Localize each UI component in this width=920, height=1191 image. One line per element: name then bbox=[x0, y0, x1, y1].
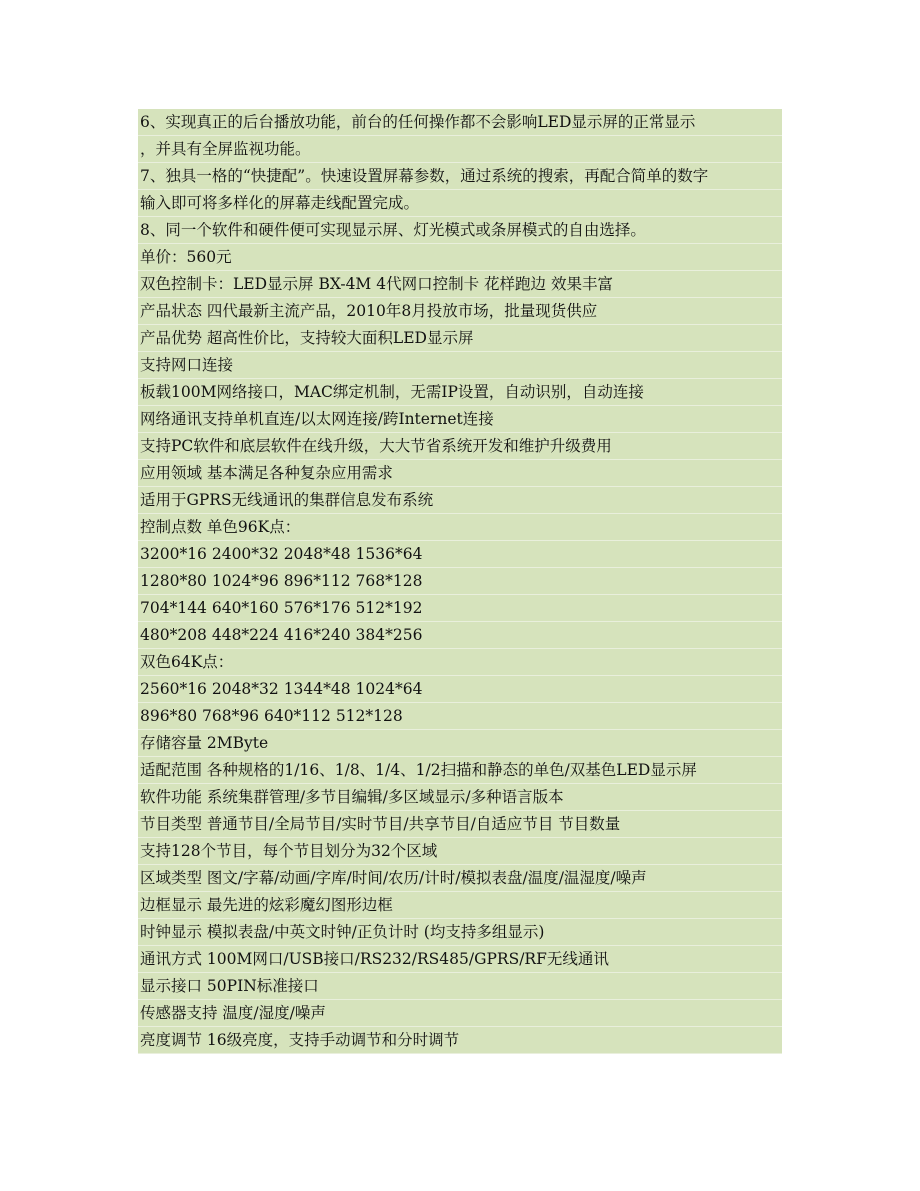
text-line: 板载100M网络接口，MAC绑定机制，无需IP设置，自动识别，自动连接 bbox=[138, 379, 782, 406]
text-line: 传感器支持 温度/湿度/噪声 bbox=[138, 1000, 782, 1027]
text-line: 支持PC软件和底层软件在线升级，大大节省系统开发和维护升级费用 bbox=[138, 433, 782, 460]
resolution-line: 704*144 640*160 576*176 512*192 bbox=[138, 595, 782, 622]
document-body bbox=[138, 109, 782, 1054]
resolution-line: 2560*16 2048*32 1344*48 1024*64 bbox=[138, 676, 782, 703]
text-line: 产品状态 四代最新主流产品，2010年8月投放市场，批量现货供应 bbox=[138, 298, 782, 325]
text-line: 7、独具一格的“快捷配”。快速设置屏幕参数，通过系统的搜索，再配合简单的数字 bbox=[138, 163, 782, 190]
text-line: 支持网口连接 bbox=[138, 352, 782, 379]
text-line: 节目类型 普通节目/全局节目/实时节目/共享节目/自适应节目 节目数量 bbox=[138, 811, 782, 838]
resolution-line: 1280*80 1024*96 896*112 768*128 bbox=[138, 568, 782, 595]
text-line: 6、实现真正的后台播放功能，前台的任何操作都不会影响LED显示屏的正常显示 bbox=[138, 109, 782, 136]
text-line: 存储容量 2MByte bbox=[138, 730, 782, 757]
resolution-line: 3200*16 2400*32 2048*48 1536*64 bbox=[138, 541, 782, 568]
resolution-line: 480*208 448*224 416*240 384*256 bbox=[138, 622, 782, 649]
text-line: 亮度调节 16级亮度，支持手动调节和分时调节 bbox=[138, 1027, 782, 1054]
text-line: 产品优势 超高性价比，支持较大面积LED显示屏 bbox=[138, 325, 782, 352]
text-line: 区域类型 图文/字幕/动画/字库/时间/农历/计时/模拟表盘/温度/温湿度/噪声 bbox=[138, 865, 782, 892]
text-line: 支持128个节目，每个节目划分为32个区域 bbox=[138, 838, 782, 865]
text-line: 控制点数 单色96K点： bbox=[138, 514, 782, 541]
text-line: 双色控制卡：LED显示屏 BX-4M 4代网口控制卡 花样跑边 效果丰富 bbox=[138, 271, 782, 298]
text-line: 网络通讯支持单机直连/以太网连接/跨Internet连接 bbox=[138, 406, 782, 433]
price-line: 单价：560元 bbox=[138, 244, 782, 271]
resolution-line: 896*80 768*96 640*112 512*128 bbox=[138, 703, 782, 730]
text-line: ，并具有全屏监视功能。 bbox=[138, 136, 782, 163]
text-line: 通讯方式 100M网口/USB接口/RS232/RS485/GPRS/RF无线通讯 bbox=[138, 946, 782, 973]
text-line: 显示接口 50PIN标准接口 bbox=[138, 973, 782, 1000]
text-line: 双色64K点： bbox=[138, 649, 782, 676]
text-line: 边框显示 最先进的炫彩魔幻图形边框 bbox=[138, 892, 782, 919]
text-line: 软件功能 系统集群管理/多节目编辑/多区域显示/多种语言版本 bbox=[138, 784, 782, 811]
text-line: 应用领域 基本满足各种复杂应用需求 bbox=[138, 460, 782, 487]
text-line: 适配范围 各种规格的1/16、1/8、1/4、1/2扫描和静态的单色/双基色LED显示屏 bbox=[138, 757, 782, 784]
text-line: 适用于GPRS无线通讯的集群信息发布系统 bbox=[138, 487, 782, 514]
text-line: 输入即可将多样化的屏幕走线配置完成。 bbox=[138, 190, 782, 217]
text-line: 8、同一个软件和硬件便可实现显示屏、灯光模式或条屏模式的自由选择。 bbox=[138, 217, 782, 244]
text-line: 时钟显示 模拟表盘/中英文时钟/正负计时 (均支持多组显示) bbox=[138, 919, 782, 946]
